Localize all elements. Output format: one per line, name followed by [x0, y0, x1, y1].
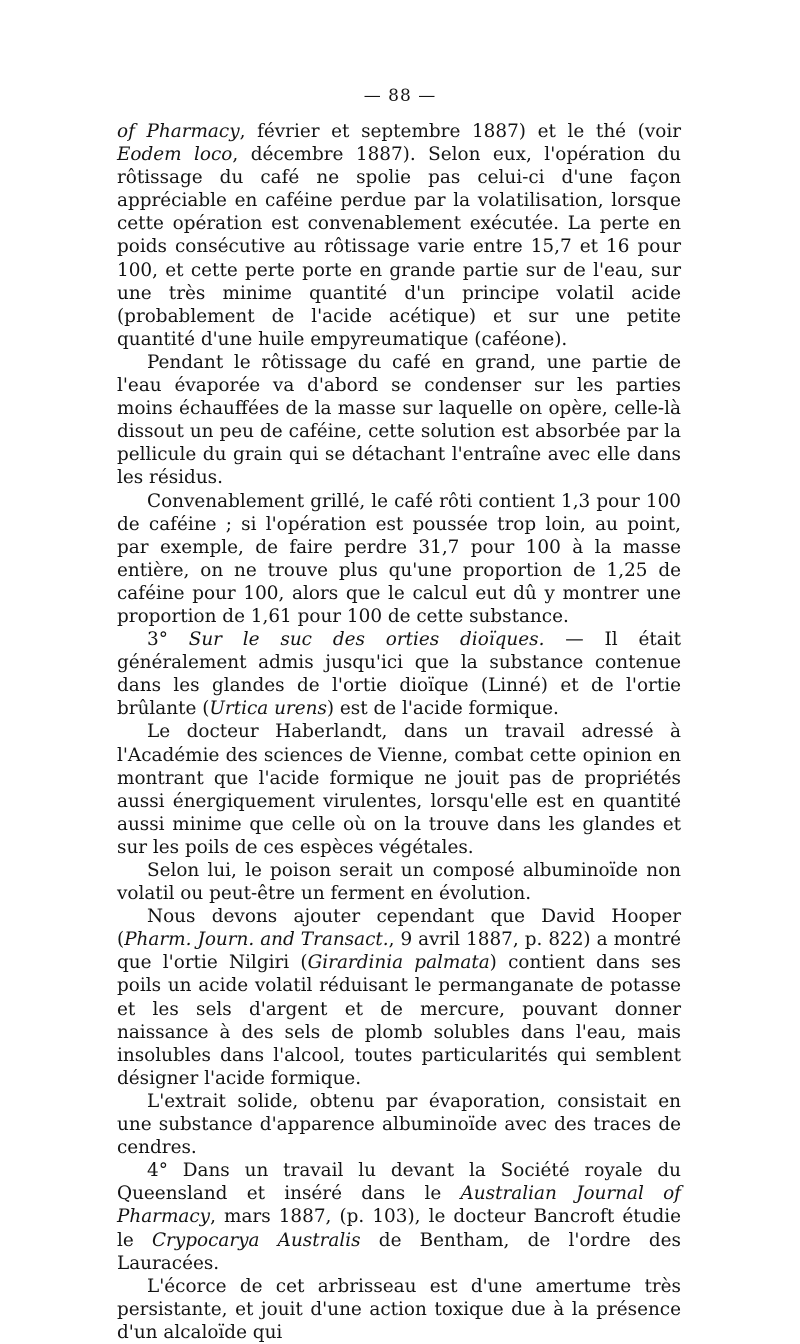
- species-name-italic: Girardinia palmata: [307, 952, 490, 974]
- paragraph: Le docteur Haberlandt, dans un travail adressé à l'Académie des sciences de Vienne, combat cette opinion en montrant que l'acide formique ne jouit pas de propriétés aussi énergiquement virulentes, lorsqu'elle est en quantité aussi minime que celle où on la trouve dans les glandes et sur les poils de ces espèces végétales.: [117, 721, 681, 858]
- journal-title-italic: Australian Journal of Pharmacy: [117, 1183, 681, 1228]
- species-name-italic: Urtica urens: [209, 698, 327, 720]
- paragraph: Convenablement grillé, le café rôti contient 1,3 pour 100 de caféine ; si l'opération est poussée trop loin, au point, par exemple, de faire perdre 31,7 pour 100 à la masse entière, on ne trouve plus qu'une proportion de 1,25 de caféine pour 100, alors que le calcul eut dû y montrer une proportion de 1,61 pour 100 de cette substance.: [117, 490, 681, 627]
- paragraph: of Pharmacy, février et septembre 1887) et le thé (voir Eodem loco, décembre 1887). Selon eux, l'opération du rôtissage du café ne spolie pas celui-ci d'une façon appréciable en caféine perdue par la volatilisation, lorsque cette opération est convenablement exécutée. La perte en poids consécutive au rôtissage varie entre 15,7 et 16 pour 100, et cette perte porte en grande partie sur de l'eau, sur une très minime quantité d'un principe volatil acide (probablement de l'acide acétique) et sur une petite quantité d'une huile empyreumatique (caféone).: [117, 121, 681, 350]
- paragraph: 4° Dans un travail lu devant la Société royale du Queensland et inséré dans le Australian Journal of Pharmacy, mars 1887, (p. 103), le docteur Bancroft étudie le Crypocarya Australis de Bentham, de l'ordre des Lauracées.: [117, 1160, 681, 1274]
- species-name-italic: Crypocarya Australis: [151, 1229, 361, 1251]
- paragraph: Selon lui, le poison serait un composé albuminoïde non volatil ou peut-être un ferment en évolution.: [117, 860, 681, 905]
- paragraph: Pendant le rôtissage du café en grand, une partie de l'eau évaporée va d'abord se condenser sur les parties moins échauffées de la masse sur laquelle on opère, celle-là dissout un peu de caféine, cette solution est absorbée par la pellicule du grain qui se détachant l'entraîne avec elle dans les résidus.: [117, 351, 681, 489]
- section-heading-italic: Sur le suc des orties dioïques.: [188, 629, 545, 651]
- body-text: [117, 120, 681, 1344]
- paragraph: Nous devons ajouter cependant que David Hooper (Pharm. Journ. and Transact., 9 avril 1887, p. 822) a montré que l'ortie Nilgiri (Girardinia palmata) contient dans ses poils un acide volatil réduisant le permanganate de potasse et les sels d'argent et de mercure, pouvant donner naissance à des sels de plomb solubles dans l'eau, mais insolubles dans l'alcool, toutes particularités qui semblent désigner l'acide formique.: [117, 906, 681, 1089]
- reference-italic: Eodem loco: [117, 144, 233, 166]
- paragraph: 3° Sur le suc des orties dioïques. — Il était généralement admis jusqu'ici que la substance contenue dans les glandes de l'ortie dioïque (Linné) et de l'ortie brûlante (Urtica urens) est de l'acide formique.: [117, 629, 681, 720]
- paragraph: L'écorce de cet arbrisseau est d'une amertume très persistante, et jouit d'une action toxique due à la présence d'un alcaloïde qui: [117, 1275, 681, 1343]
- journal-title-italic: of Pharmacy: [117, 121, 240, 142]
- paragraph: L'extrait solide, obtenu par évaporation, consistait en une substance d'apparence albuminoïde avec des traces de cendres.: [117, 1090, 681, 1159]
- page-number: — 88 —: [363, 86, 437, 106]
- journal-title-italic: Pharm. Journ. and Transact.: [124, 929, 389, 951]
